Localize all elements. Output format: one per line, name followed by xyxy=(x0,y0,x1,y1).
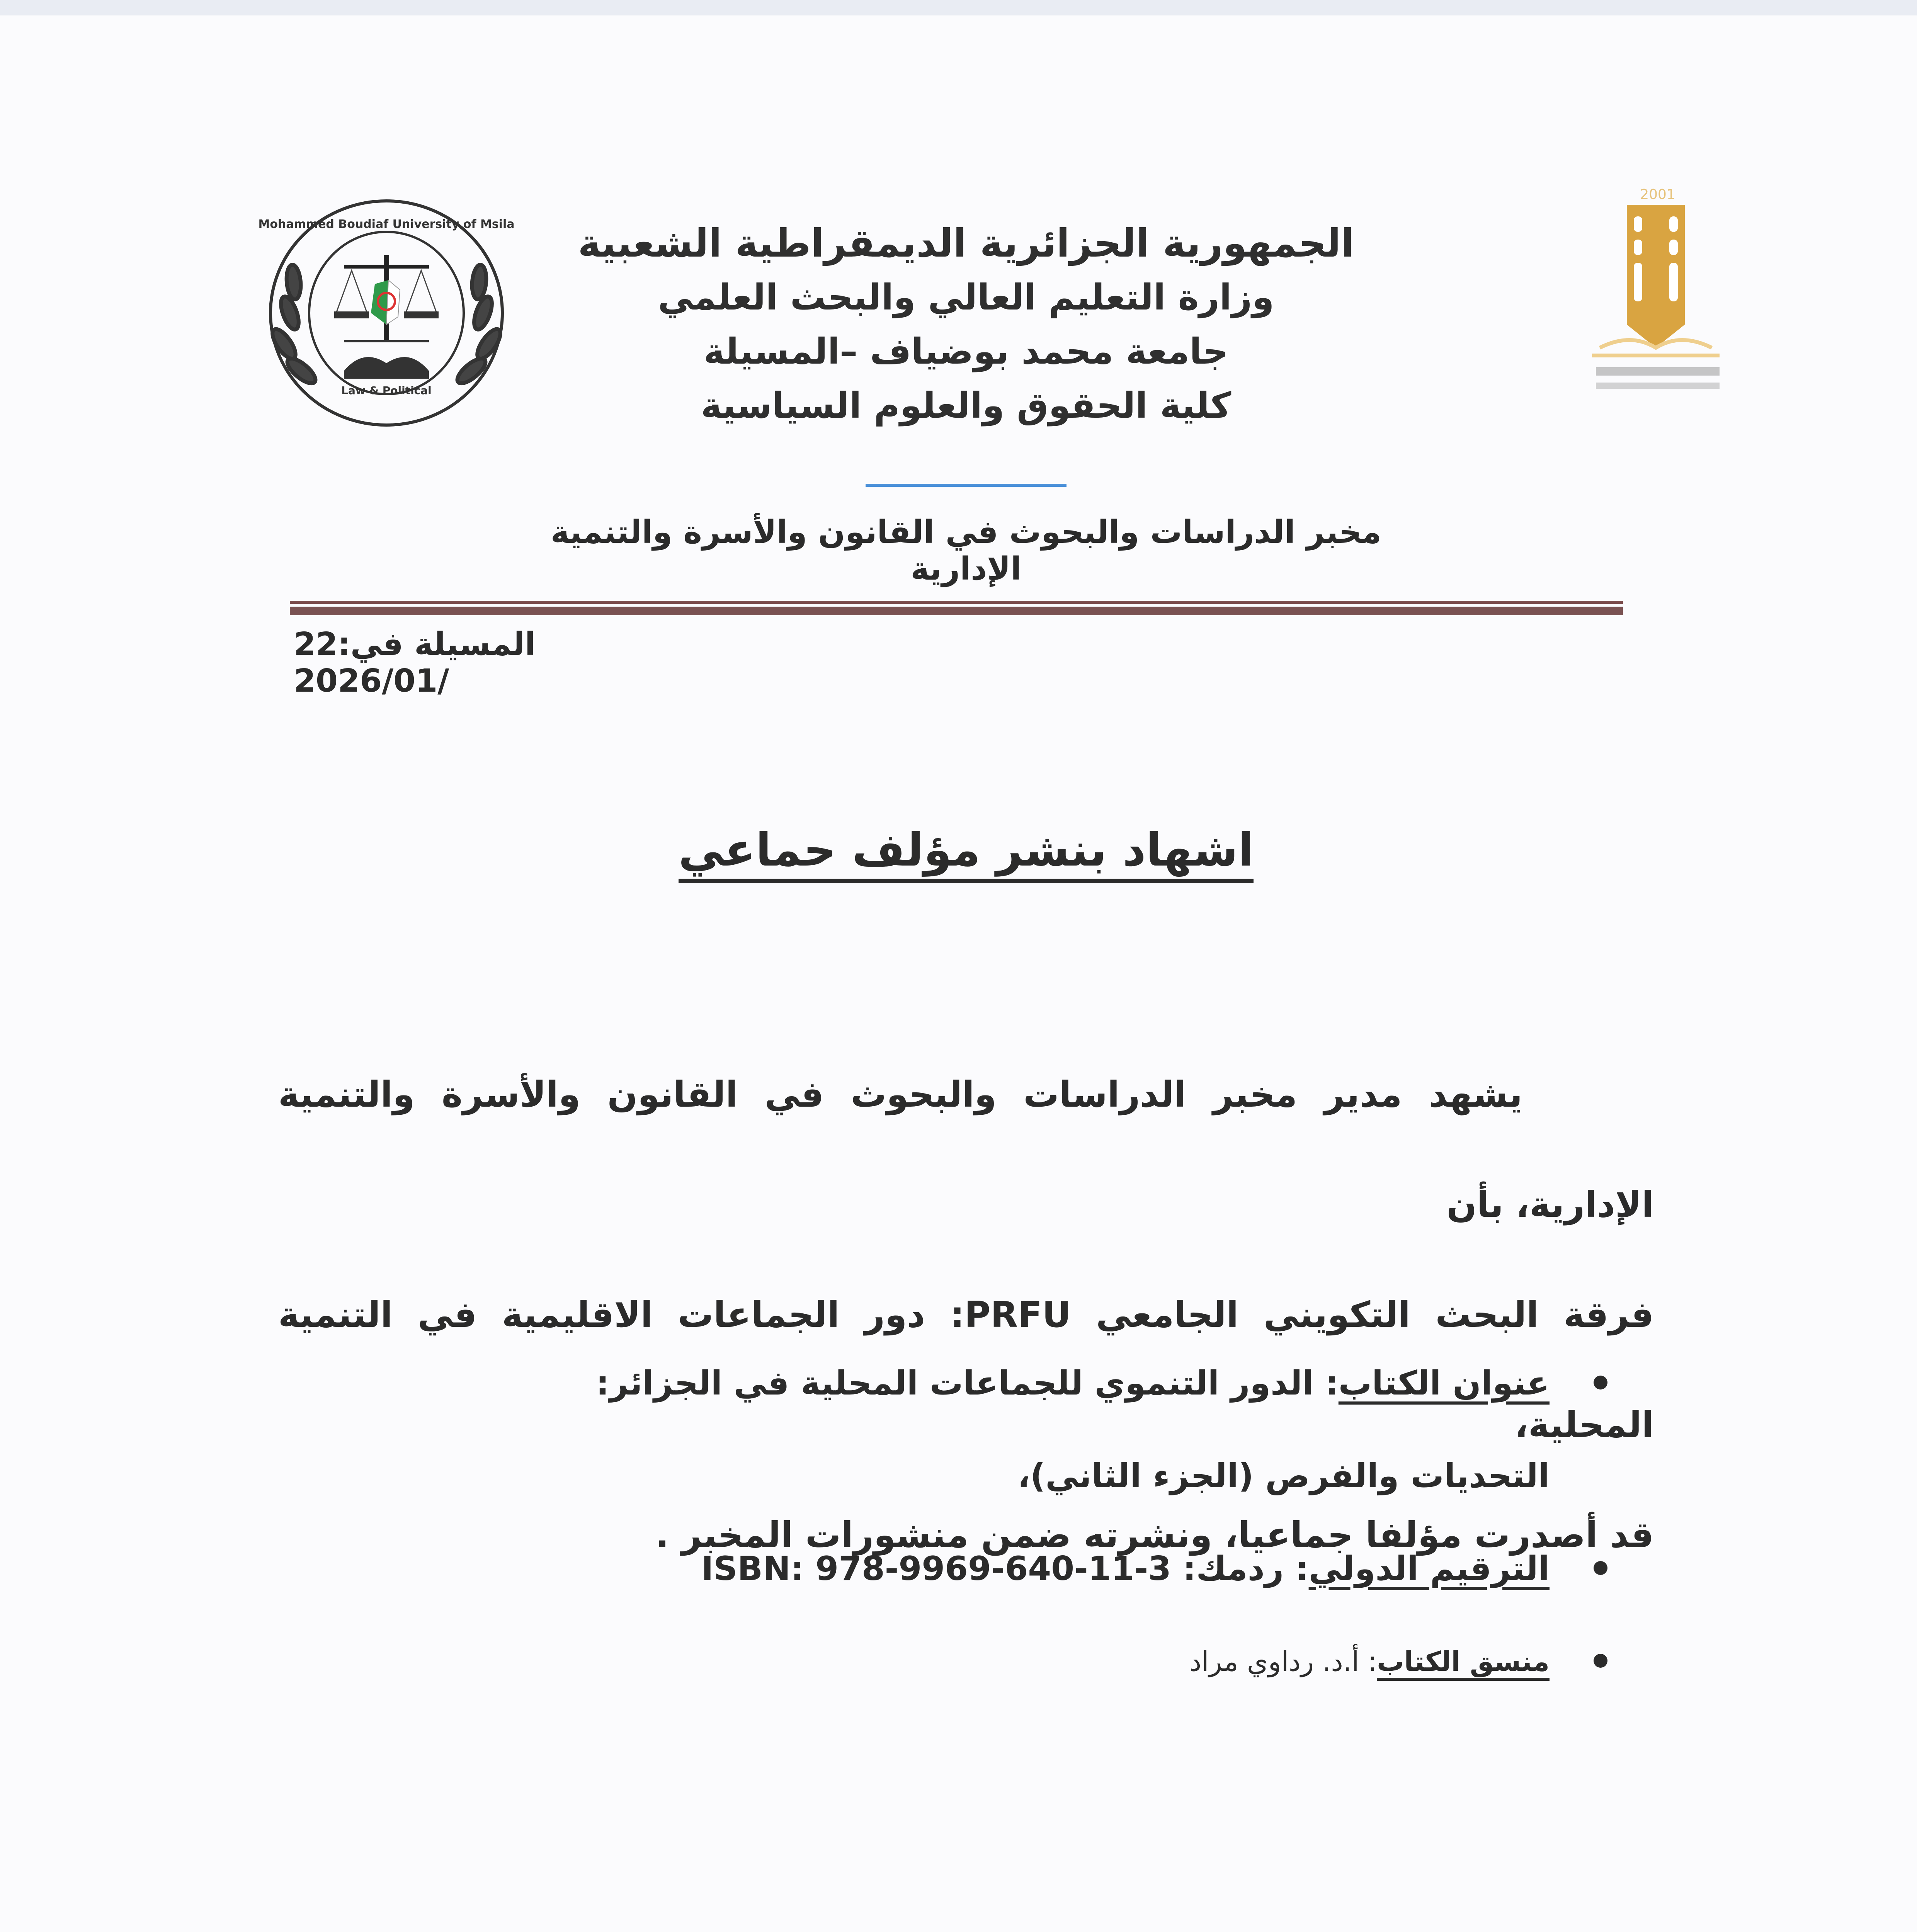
university-name: جامعة محمد بوضياف –المسيلة xyxy=(703,331,1229,372)
logo-year: 2001 xyxy=(1640,187,1675,202)
header-rule-thick xyxy=(290,607,1623,615)
document-title-text: اشهاد بنشر مؤلف حماعي xyxy=(679,823,1254,883)
bullet-icon xyxy=(1594,1654,1607,1668)
university-logo xyxy=(1584,170,1731,448)
detail-key: عنوان الكتاب xyxy=(1338,1364,1550,1403)
document-title xyxy=(618,823,1314,876)
detail-value: : أ.د. رداوي مراد xyxy=(1189,1646,1377,1677)
detail-coordinator xyxy=(386,1615,1623,1708)
book-details-list xyxy=(386,1337,1623,1708)
isbn-number: ISBN: 978-9969-640-11-3 xyxy=(701,1549,1171,1588)
university-tower-logo-icon xyxy=(1584,170,1731,448)
bullet-icon xyxy=(1594,1561,1607,1575)
detail-book-title-continuation: التحديات والفرص (الجزء الثاني)، xyxy=(1017,1457,1550,1495)
detail-key: منسق الكتاب xyxy=(1377,1646,1550,1677)
date-label: المسيلة في: xyxy=(338,626,536,663)
detail-book-title xyxy=(386,1337,1623,1430)
bullet-icon xyxy=(1594,1376,1607,1389)
body-paragraph-2: فرقة البحث التكويني الجامعي PRFU: دور الجماعات الاقليمية في التنمية المحلية، xyxy=(278,1294,1654,1446)
detail-value: : ردمك: xyxy=(1171,1549,1309,1588)
detail-value: : الدور التنموي للجماعات المحلية في الجزائر: xyxy=(596,1364,1339,1403)
ministry-name: وزارة التعليم العالي والبحث العلمي xyxy=(658,277,1274,318)
faculty-seal-logo xyxy=(247,197,526,429)
seal-university-text: Mohammed Boudiaf University of Msila xyxy=(258,218,515,231)
institution-header xyxy=(541,216,1391,433)
body-paragraph-3: قد أصدرت مؤلفا جماعيا، ونشرته ضمن منشورات المخبر . xyxy=(655,1514,1654,1556)
document-date xyxy=(294,626,680,699)
faculty-seal-icon xyxy=(247,197,526,429)
dean-stamp xyxy=(348,1917,811,1932)
date-value: 22 /2026/01 xyxy=(294,626,449,699)
header-divider xyxy=(866,484,1067,487)
seal-faculty-text: Law & Political xyxy=(341,384,432,397)
detail-isbn xyxy=(386,1522,1623,1615)
faculty-name: كلية الحقوق والعلوم السياسية xyxy=(701,385,1232,426)
laboratory-name: مخبر الدراسات والبحوث في القانون والأسرة والتنمية الإدارية xyxy=(550,514,1382,587)
republic-name: الجمهورية الجزائرية الديمقراطية الشعبية xyxy=(578,221,1354,266)
round-official-stamp-icon xyxy=(348,1917,811,1932)
detail-key: الترقيم الدولي xyxy=(1308,1549,1550,1588)
body-paragraph-1: يشهد مدير مخبر الدراسات والبحوث في القانون والأسرة والتنمية الإدارية، بأن xyxy=(278,1074,1654,1225)
header-rule-thin xyxy=(290,601,1623,604)
scan-top-edge xyxy=(0,0,1917,15)
